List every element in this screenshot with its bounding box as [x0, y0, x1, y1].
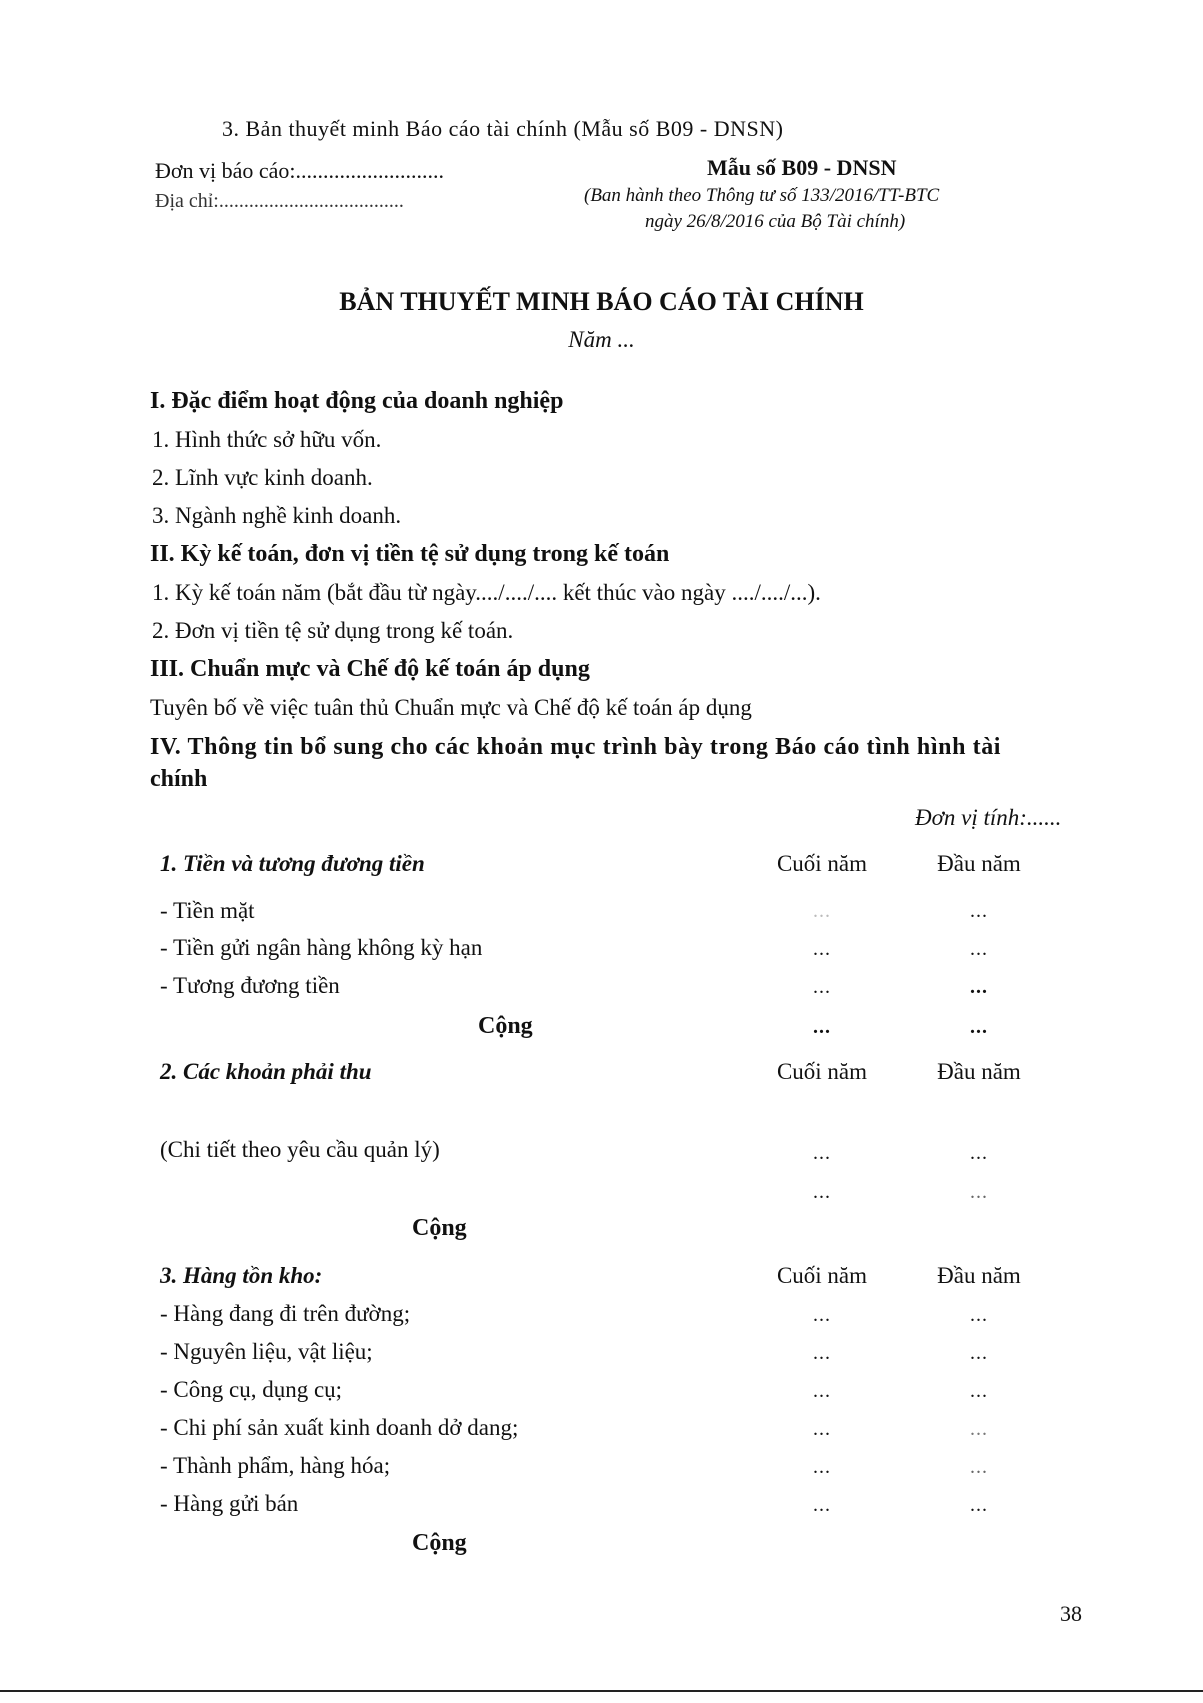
table-cell-end: ... [813, 1342, 831, 1364]
address-label: Địa chỉ:..................................... [155, 190, 404, 212]
table-cell-start: ... [970, 938, 988, 960]
table-cell-end: ... [813, 938, 831, 960]
column-header-start-year: Đầu năm [937, 1059, 1021, 1084]
table-row-label: - Tiền gửi ngân hàng không kỳ hạn [160, 935, 483, 960]
table-cell-end: ... [813, 1494, 831, 1516]
table-cell-end: ... [813, 1142, 831, 1164]
section-heading-3: III. Chuẩn mực và Chế độ kế toán áp dụng [150, 656, 590, 682]
table-row-label: - Tiền mặt [160, 898, 255, 923]
table-cell-start: ... [970, 1304, 988, 1326]
table-cell-start: ... [970, 976, 988, 998]
page-number: 38 [1060, 1601, 1082, 1626]
table-row-label: - Chi phí sản xuất kinh doanh dở dang; [160, 1415, 519, 1440]
section-1-item: 3. Ngành nghề kinh doanh. [152, 503, 402, 528]
form-code: Mẫu số B09 - DNSN [707, 155, 897, 180]
column-header-start-year: Đầu năm [937, 1263, 1021, 1288]
column-header-end-year: Cuối năm [776, 1263, 868, 1288]
table-row-label: - Công cụ, dụng cụ; [160, 1377, 343, 1402]
document-title: BẢN THUYẾT MINH BÁO CÁO TÀI CHÍNH [339, 287, 864, 316]
column-header-start-year: Đầu năm [937, 851, 1021, 876]
section-3-body: Tuyên bố về việc tuân thủ Chuẩn mực và Chế độ kế toán áp dụng [150, 695, 752, 720]
table-cell-start: ... [970, 1418, 988, 1440]
table-row-label: - Hàng gửi bán [160, 1491, 299, 1516]
table-row-label: (Chi tiết theo yêu cầu quản lý) [160, 1137, 440, 1162]
table-cell-start: ... [970, 1142, 988, 1164]
section-1-item: 1. Hình thức sở hữu vốn. [152, 427, 382, 452]
table-row-label: - Thành phẩm, hàng hóa; [160, 1453, 391, 1478]
section-caption: 3. Bản thuyết minh Báo cáo tài chính (Mẫu số B09 - DNSN) [222, 116, 784, 141]
column-header-end-year: Cuối năm [776, 851, 868, 876]
table-cell-end: ... [813, 1181, 831, 1203]
table-row-label: - Tương đương tiền [160, 973, 340, 998]
table-2-heading: 2. Các khoản phải thu [160, 1059, 372, 1084]
table-cell-start: ... [970, 1380, 988, 1402]
section-heading-4: IV. Thông tin bổ sung cho các khoản mục trình bày trong Báo cáo tình hình tài [150, 734, 1002, 760]
table-cell-start: ... [970, 1494, 988, 1516]
decree-line-1: (Ban hành theo Thông tư số 133/2016/TT-BTC [584, 185, 940, 206]
column-header-end-year: Cuối năm [776, 1059, 868, 1084]
section-heading-2: II. Kỳ kế toán, đơn vị tiền tệ sử dụng trong kế toán [150, 541, 670, 567]
table-cell-start: ... [970, 1342, 988, 1364]
table-cell-start: ... [970, 1456, 988, 1478]
table-row-label: - Hàng đang đi trên đường; [160, 1301, 411, 1326]
reporting-unit-label: Đơn vị báo cáo:........................... [155, 158, 445, 183]
document-subtitle: Năm ... [568, 327, 635, 352]
table-cell-end: ... [813, 1456, 831, 1478]
table-cell-start: ... [970, 1181, 988, 1203]
table-1-heading: 1. Tiền và tương đương tiền [160, 851, 425, 876]
section-heading-1: I. Đặc điểm hoạt động của doanh nghiệp [150, 388, 564, 414]
decree-line-2: ngày 26/8/2016 của Bộ Tài chính) [645, 211, 906, 232]
table-3-heading: 3. Hàng tồn kho: [160, 1263, 323, 1288]
table-2-total-label: Cộng [412, 1215, 467, 1241]
table-cell-end: ... [813, 1380, 831, 1402]
page-bottom-rule [0, 1690, 1203, 1692]
unit-note: Đơn vị tính:...... [915, 805, 1062, 830]
table-cell-end: ... [813, 900, 831, 922]
table-cell-start: ... [970, 900, 988, 922]
table-3-total-label: Cộng [412, 1530, 467, 1556]
section-1-item: 2. Lĩnh vực kinh doanh. [152, 465, 373, 490]
table-1-total-label: Cộng [478, 1013, 533, 1039]
table-1-total-end: ... [813, 1016, 831, 1038]
table-1-total-start: ... [970, 1016, 988, 1038]
section-2-item: 2. Đơn vị tiền tệ sử dụng trong kế toán. [152, 618, 514, 643]
table-cell-end: ... [813, 976, 831, 998]
section-heading-4-cont: chính [150, 766, 208, 792]
table-cell-end: ... [813, 1304, 831, 1326]
section-2-item: 1. Kỳ kế toán năm (bắt đầu từ ngày..../..../.... kết thúc vào ngày ..../..../...). [152, 580, 821, 605]
table-row-label: - Nguyên liệu, vật liệu; [160, 1339, 373, 1364]
table-cell-end: ... [813, 1418, 831, 1440]
